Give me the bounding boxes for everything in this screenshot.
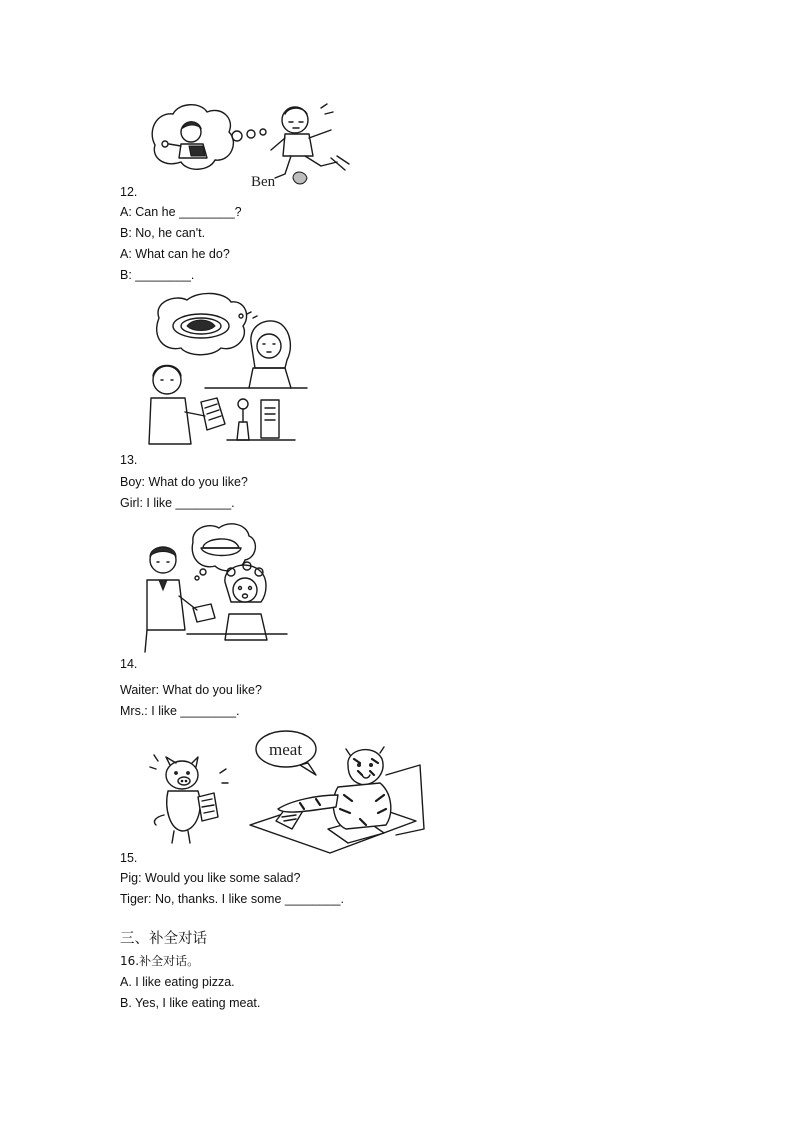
q16-option-b: B. Yes, I like eating meat. [120, 996, 261, 1010]
q13-line-2: Girl: I like ________. [120, 496, 235, 510]
q12-illustration [145, 100, 365, 195]
q12-line-3: A: What can he do? [120, 247, 230, 261]
q14-illustration-drawing [135, 520, 295, 655]
q16-title: 16.补全对话。 [120, 954, 200, 968]
q12-line-1: A: Can he ________? [120, 205, 242, 219]
q14-number: 14. [120, 657, 138, 671]
q12-number: 12. [120, 185, 138, 199]
q13-illustration [135, 292, 315, 457]
q14-line-2: Mrs.: I like ________. [120, 704, 240, 718]
q12-line-4: B: ________. [120, 268, 195, 282]
q15-illustration-drawing [140, 725, 425, 855]
q12-line-2: B: No, he can't. [120, 226, 206, 240]
q14-illustration [135, 520, 295, 655]
q15-number: 15. [120, 851, 138, 865]
q15-bubble-word: meat [269, 740, 303, 759]
q16-option-a: A. I like eating pizza. [120, 975, 235, 989]
q12-illustration-drawing [145, 100, 365, 195]
q12-name-label: Ben [251, 174, 276, 190]
q15-line-1: Pig: Would you like some salad? [120, 871, 301, 885]
q15-line-2: Tiger: No, thanks. I like some ________. [120, 892, 344, 906]
q13-illustration-drawing [135, 292, 315, 457]
q13-number: 13. [120, 453, 138, 467]
section-3-heading: 三、补全对话 [120, 931, 207, 947]
q14-line-1: Waiter: What do you like? [120, 683, 262, 697]
q13-line-1: Boy: What do you like? [120, 475, 248, 489]
q15-illustration [140, 725, 425, 855]
